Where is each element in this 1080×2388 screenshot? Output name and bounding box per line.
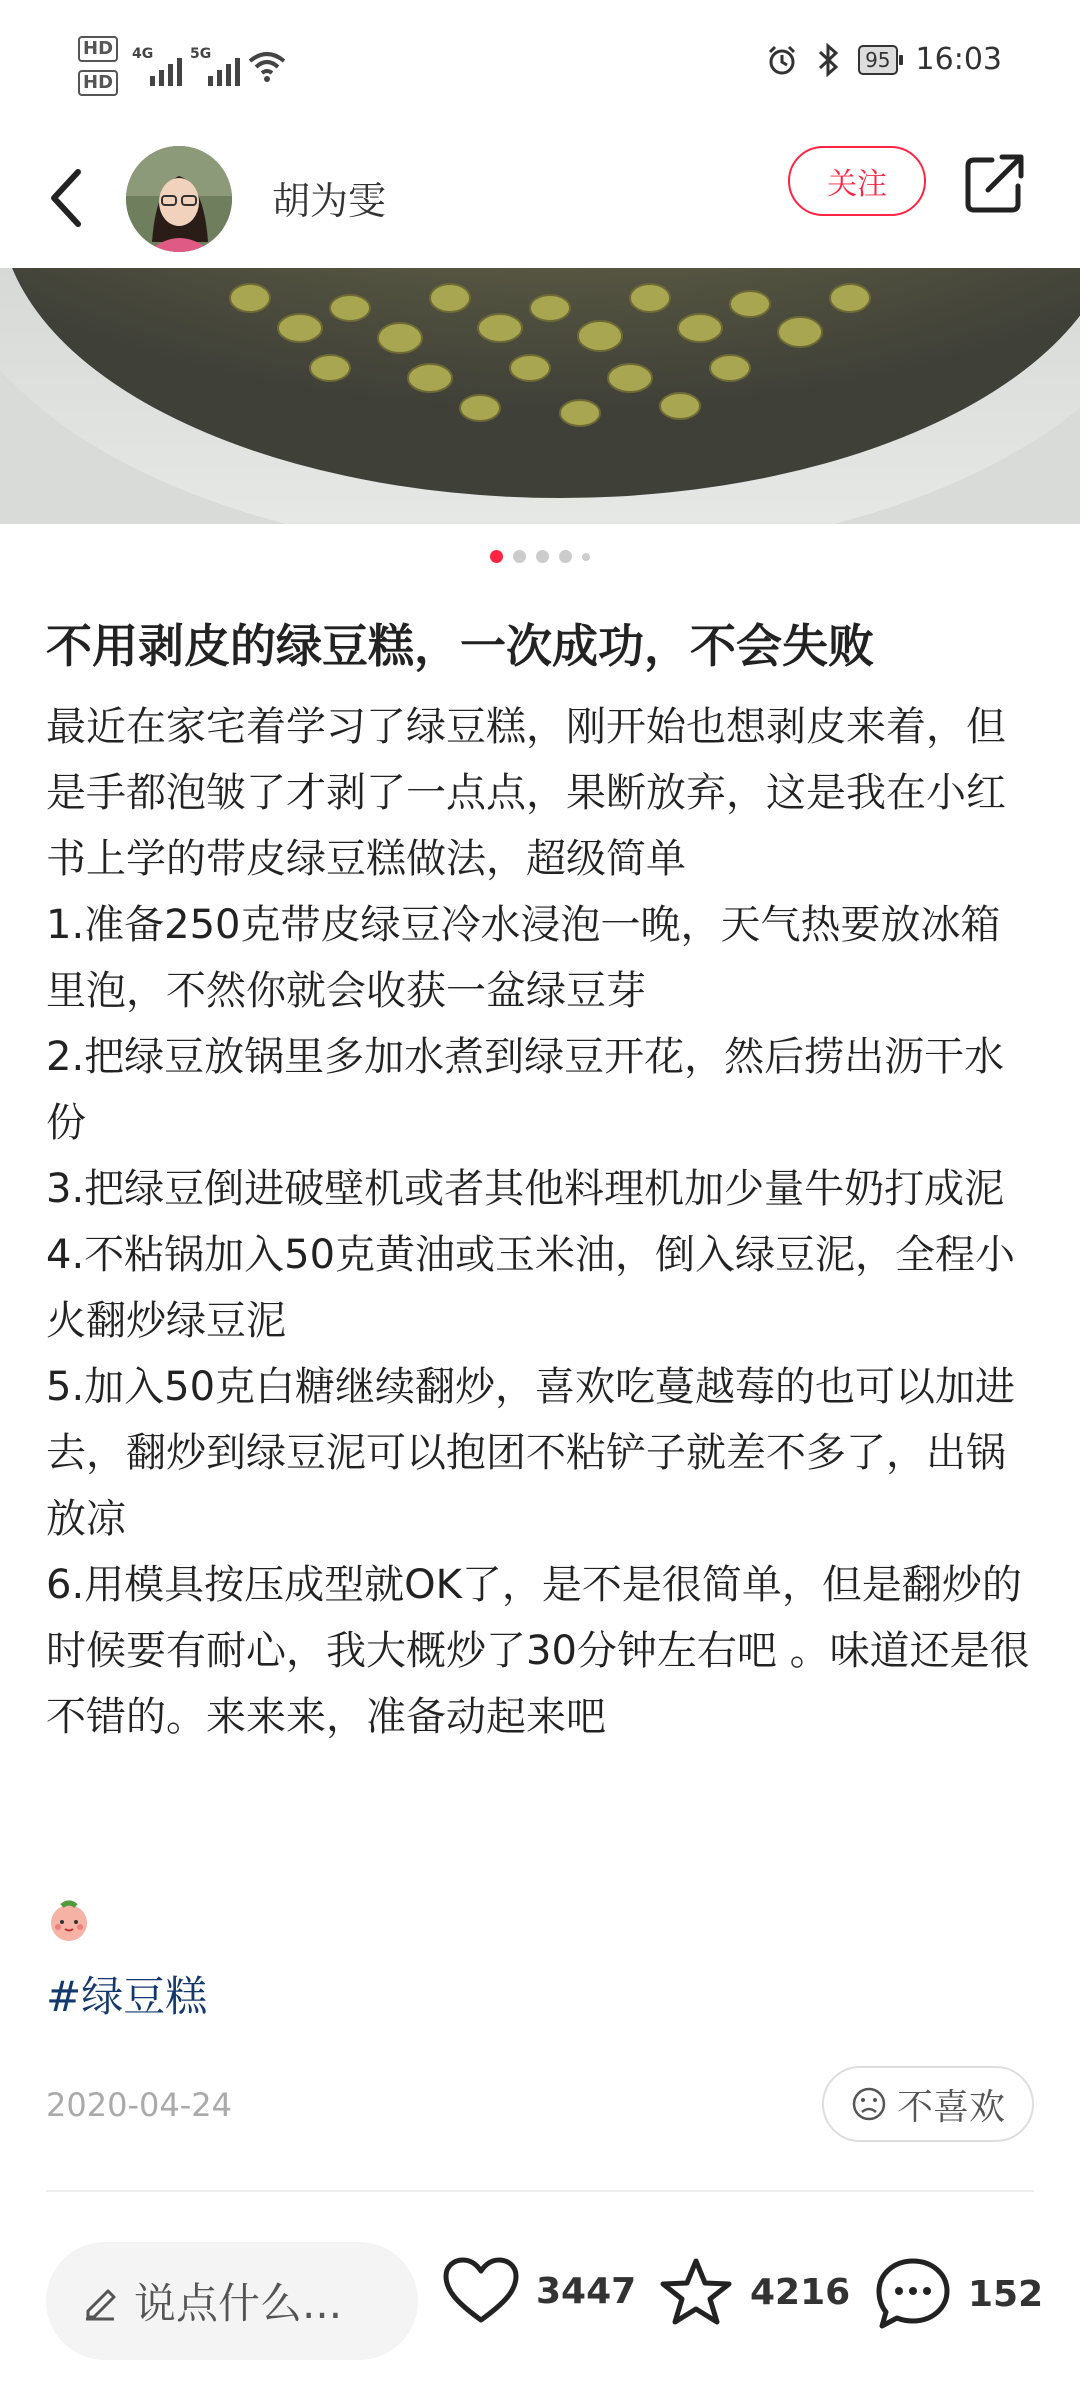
status-right <box>766 42 1002 77</box>
alarm-icon <box>766 44 798 76</box>
post-date: 2020-04-24 <box>46 2086 232 2124</box>
note-title: 不用剥皮的绿豆糕，一次成功，不会失败 <box>46 619 874 673</box>
carousel-dot <box>536 550 549 563</box>
mung-bean-photo <box>0 268 1080 524</box>
signal-icon <box>190 46 234 86</box>
carousel-dot <box>490 550 503 563</box>
share-icon <box>962 150 1028 216</box>
sim1-network-label: 4G <box>132 46 154 62</box>
note-image-carousel[interactable] <box>0 268 1080 524</box>
bottom-action-bar <box>0 2216 1080 2388</box>
comment-input[interactable] <box>46 2242 418 2360</box>
carousel-dot <box>582 553 590 561</box>
star-icon <box>658 2256 734 2328</box>
hashtag-link[interactable]: #绿豆糕 <box>46 1972 208 2021</box>
note-paragraph: 6.用模具按压成型就OK了，是不是很简单，但是翻炒的时候要有耐心，我大概炒了30分钟左右吧 。味道还是很不错的。来来来，准备动起来吧 <box>46 1562 1030 1740</box>
dislike-label: 不喜欢 <box>896 2086 1005 2128</box>
author-avatar[interactable] <box>126 146 232 252</box>
dislike-button[interactable] <box>822 2066 1034 2142</box>
note-paragraph: 5.加入50克白糖继续翻炒，喜欢吃蔓越莓的也可以加进去，翻炒到绿豆泥可以抱团不粘铲子就差不多了，出锅放凉 <box>46 1364 1016 1542</box>
avatar-image <box>126 146 232 252</box>
chat-bubble-icon <box>874 2256 952 2332</box>
note-paragraph: 1.准备250克带皮绿豆冷水浸泡一晚，天气热要放冰箱里泡，不然你就会收获一盆绿豆芽 <box>46 902 1001 1014</box>
chevron-left-icon <box>46 168 86 228</box>
status-left <box>78 36 286 96</box>
pencil-icon <box>80 2281 120 2321</box>
carousel-dot <box>559 550 572 563</box>
heart-icon <box>442 2256 520 2326</box>
author-name[interactable]: 胡为雯 <box>272 179 387 223</box>
like-count: 3447 <box>536 2270 637 2312</box>
note-paragraph: 4.不粘锅加入50克黄油或玉米油，倒入绿豆泥，全程小火翻炒绿豆泥 <box>46 1232 1016 1344</box>
battery-indicator: 95 <box>858 45 897 75</box>
peach-emoji-icon <box>46 1898 92 1944</box>
note-paragraph: 3.把绿豆倒进破壁机或者其他料理机加少量牛奶打成泥 <box>46 1166 1005 1212</box>
comment-placeholder: 说点什么... <box>134 2279 343 2328</box>
back-button[interactable] <box>36 158 96 238</box>
hd-indicators <box>78 36 118 96</box>
divider <box>46 2190 1034 2192</box>
collect-button[interactable] <box>658 2256 850 2328</box>
sad-face-icon <box>851 2086 887 2122</box>
note-paragraph: 最近在家宅着学习了绿豆糕，刚开始也想剥皮来着，但是手都泡皱了才剥了一点点，果断放弃，这是我在小红书上学的带皮绿豆糕做法，超级简单 <box>46 704 1006 882</box>
hd1-label: HD <box>78 36 118 62</box>
wifi-icon <box>248 49 286 83</box>
note-body <box>46 694 1036 1750</box>
status-bar <box>0 0 1080 128</box>
hd2-label: HD <box>78 70 118 96</box>
carousel-dot <box>513 550 526 563</box>
clock: 16:03 <box>915 42 1002 77</box>
carousel-indicator <box>0 550 1080 563</box>
collect-count: 4216 <box>750 2271 851 2313</box>
signal-icon <box>132 46 176 86</box>
like-button[interactable] <box>442 2256 636 2326</box>
bluetooth-icon <box>816 43 840 77</box>
sim2-network-label: 5G <box>190 46 212 62</box>
share-button[interactable] <box>962 150 1028 216</box>
note-paragraph: 2.把绿豆放锅里多加水煮到绿豆开花，然后捞出沥干水份 <box>46 1034 1005 1146</box>
comment-count: 152 <box>968 2273 1044 2315</box>
note-header <box>0 128 1080 268</box>
follow-button[interactable]: 关注 <box>788 146 926 216</box>
comment-button[interactable] <box>874 2256 1043 2332</box>
